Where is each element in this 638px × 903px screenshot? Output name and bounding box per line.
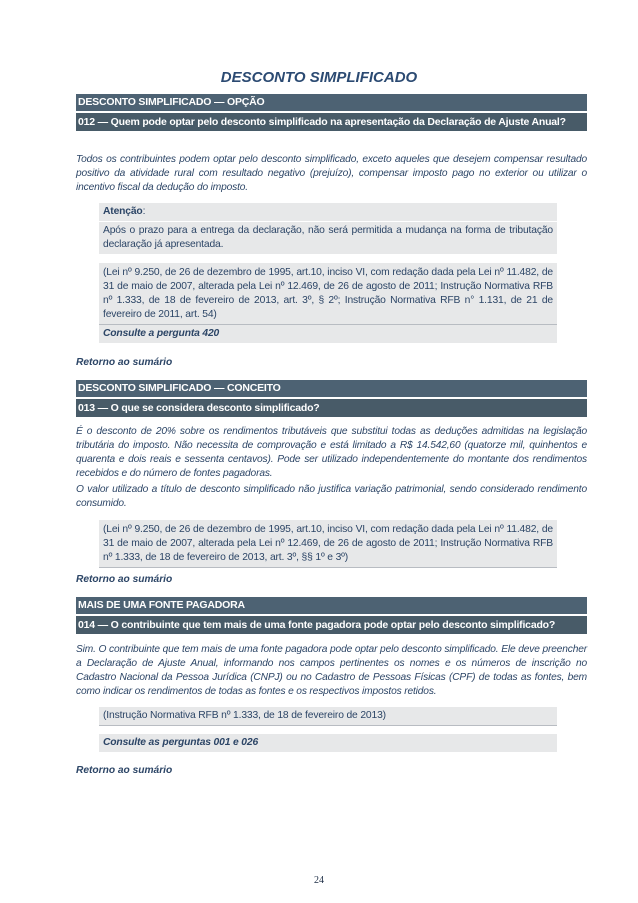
consult-link-001-026[interactable]: Consulte as perguntas 001 e 026	[99, 734, 557, 752]
section-header-conceito: DESCONTO SIMPLIFICADO — CONCEITO	[76, 380, 587, 397]
consult-link-420[interactable]: Consulte a pergunta 420	[99, 325, 557, 343]
legal-reference-013: (Lei nº 9.250, de 26 de dezembro de 1995, art.10, inciso VI, com redação dada pela Lei nº 11.482, de 31 de maio de 2007, alterada pela Lei nº 12.469, de 26 de agosto de 2011; Instrução Normativa RFB nº 1.333, de 18 de fevereiro de 2013, art. 3º, §§ 1º e 3º)	[99, 520, 557, 568]
section-header-opcao: DESCONTO SIMPLIFICADO — OPÇÃO	[76, 94, 587, 111]
page-title: DESCONTO SIMPLIFICADO	[220, 69, 418, 86]
return-to-summary-link[interactable]: Retorno ao sumário	[76, 357, 173, 368]
return-to-summary-link[interactable]: Retorno ao sumário	[76, 574, 173, 585]
attention-box	[99, 203, 557, 221]
return-to-summary-link[interactable]: Retorno ao sumário	[76, 765, 173, 776]
attention-colon: :	[142, 206, 146, 217]
section-header-fonte-pagadora: MAIS DE UMA FONTE PAGADORA	[76, 597, 587, 614]
question-012: 012 — Quem pode optar pelo desconto simplificado na apresentação da Declaração de Ajuste Anual?	[76, 113, 587, 131]
question-013: 013 — O que se considera desconto simplificado?	[76, 399, 587, 417]
attention-text: Após o prazo para a entrega da declaração, não será permitida a mudança na forma de tributação declaração já apresentada.	[99, 222, 557, 254]
answer-014: Sim. O contribuinte que tem mais de uma fonte pagadora pode optar pelo desconto simplificado. Ele deve preencher a Declaração de Ajuste Anual, informando nos campos pertinentes os nomes e os números de inscrição no Cadastro Nacional da Pessoa Jurídica (CNPJ) ou no Cadastro de Pessoas Físicas (CPF) de todas as fontes, bem como indicar os rendimentos de todas as fontes e os respectivos impostos retidos.	[76, 644, 587, 697]
page-number: 24	[314, 875, 324, 886]
answer-013-paragraph-1: É o desconto de 20% sobre os rendimentos tributáveis que substitui todas as deduções admitidas na legislação tributária do imposto. Não necessita de comprovação e está limitado a R$ 14.542,60 (quatorze mil, quinhentos e quarenta e dois reais e sessenta centavos). Pode ser utilizado independentemente do montante dos rendimentos recebidos e do número de fontes pagadoras.	[76, 426, 587, 479]
answer-013-paragraph-2: O valor utilizado a título de desconto simplificado não justifica variação patrimonial, sendo considerado rendimento consumido.	[76, 484, 587, 509]
question-014: 014 — O contribuinte que tem mais de uma fonte pagadora pode optar pelo desconto simplificado?	[76, 616, 587, 634]
attention-label: Atenção	[103, 206, 143, 217]
legal-reference-014: (Instrução Normativa RFB nº 1.333, de 18 de fevereiro de 2013)	[99, 707, 557, 726]
legal-reference-012: (Lei nº 9.250, de 26 de dezembro de 1995, art.10, inciso VI, com redação dada pela Lei nº 11.482, de 31 de maio de 2007, alterada pela Lei nº 12.469, de 26 de agosto de 2011; Instrução Normativa RFB nº 1.333, de 18 de fevereiro de 2013, art. 3º, § 2º; Instrução Normativa RFB n° 1.131, de 21 de fevereiro de 2011, art. 54)	[99, 263, 557, 325]
answer-012: Todos os contribuintes podem optar pelo desconto simplificado, exceto aqueles que desejem compensar resultado positivo da atividade rural com resultado negativo (prejuízo), compensar imposto pago no exterior ou utilizar o incentivo fiscal da dedução do imposto.	[76, 154, 587, 193]
